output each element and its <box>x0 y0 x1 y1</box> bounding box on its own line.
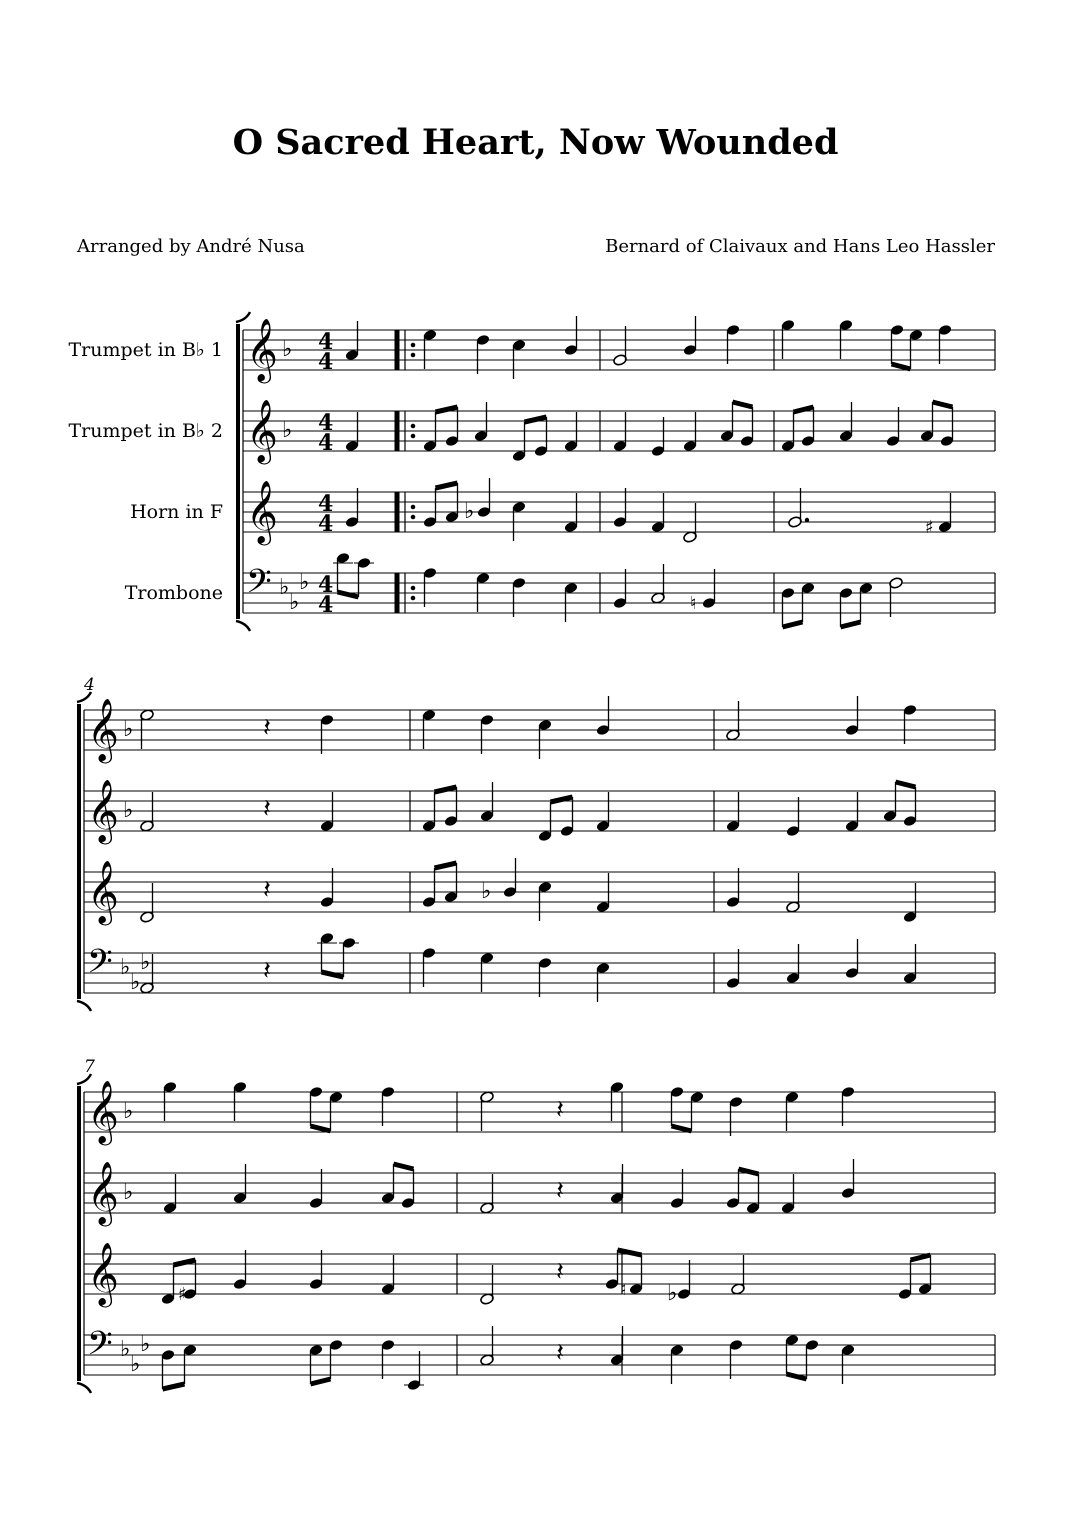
beam <box>933 402 953 407</box>
beam <box>311 1379 331 1384</box>
beam <box>436 483 458 488</box>
flat-icon: ♭ <box>130 1352 141 1377</box>
flat-icon: ♭ <box>289 590 300 615</box>
bass-clef-icon: 𝄢 <box>87 1325 113 1371</box>
bracket-hook-bottom <box>77 1383 91 1393</box>
treble-clef-icon: 𝄞 <box>87 1242 119 1305</box>
treble-clef-icon: 𝄞 <box>246 318 278 381</box>
treble-clef-icon: 𝄞 <box>87 1080 119 1143</box>
instrument-label-trumpet-2: Trumpet in B♭ 2 <box>68 420 223 442</box>
flat-icon: ♭ <box>123 717 134 742</box>
bracket-hook-bottom <box>236 621 250 631</box>
beam <box>841 622 861 627</box>
flat-icon: ♭ <box>123 798 134 823</box>
bass-clef-icon: 𝄢 <box>246 563 272 609</box>
treble-clef-icon: 𝄞 <box>87 860 119 923</box>
score-title: O Sacred Heart, Now Wounded <box>232 122 839 163</box>
flat-icon: ♭ <box>279 575 290 600</box>
flat-icon: ♭ <box>282 337 293 362</box>
beam <box>911 1255 931 1260</box>
flat-icon: ♭ <box>464 499 475 524</box>
beam <box>783 622 803 627</box>
repeat-dot <box>411 353 416 358</box>
flat-icon: ♭ <box>299 570 310 595</box>
quarter-rest-icon: 𝄽 <box>556 1176 564 1206</box>
time-signature-numerator: 4 <box>318 329 334 355</box>
quarter-rest-icon: 𝄽 <box>263 794 271 824</box>
bracket-hook-bottom <box>77 1001 91 1011</box>
bass-clef-icon: 𝄢 <box>87 943 113 989</box>
dot <box>805 518 809 522</box>
repeat-dot <box>411 586 416 591</box>
repeat-dot <box>411 596 416 601</box>
flat-icon: ♭ <box>120 1337 131 1362</box>
flat-icon: ♭ <box>140 950 151 975</box>
treble-clef-icon: 𝄞 <box>246 399 278 462</box>
time-signature-numerator: 4 <box>318 410 334 436</box>
measure-number: 7 <box>84 1057 95 1077</box>
flat-icon: ♭ <box>123 1180 134 1205</box>
flat-icon: ♭ <box>123 1099 134 1124</box>
beam <box>394 1164 414 1169</box>
repeat-dot <box>411 515 416 520</box>
arranger-credit: Arranged by André Nusa <box>77 236 305 257</box>
sharp-icon: ♯ <box>925 517 934 538</box>
beam <box>435 863 457 868</box>
repeat-dot <box>411 424 416 429</box>
flat-icon: ♭ <box>481 879 492 904</box>
time-signature-numerator: 4 <box>318 572 334 598</box>
time-signature-denominator: 4 <box>318 349 334 375</box>
repeat-dot <box>411 343 416 348</box>
beam <box>896 782 916 787</box>
quarter-rest-icon: 𝄽 <box>556 1338 564 1368</box>
measure-number: 4 <box>84 675 95 695</box>
beam <box>311 1126 331 1131</box>
flat-icon: ♭ <box>130 970 141 995</box>
beam <box>733 402 753 407</box>
instrument-label-horn: Horn in F <box>130 501 223 523</box>
treble-clef-icon: 𝄞 <box>87 698 119 761</box>
sharp-icon: ♯ <box>178 1284 187 1305</box>
quarter-rest-icon: 𝄽 <box>263 956 271 986</box>
quarter-rest-icon: 𝄽 <box>263 875 271 905</box>
natural-icon: ♮ <box>690 593 697 614</box>
time-signature-numerator: 4 <box>318 491 334 517</box>
treble-clef-icon: 𝄞 <box>246 480 278 543</box>
natural-icon: ♮ <box>620 1279 627 1300</box>
time-signature-denominator: 4 <box>318 592 334 618</box>
quarter-rest-icon: 𝄽 <box>556 1095 564 1125</box>
repeat-dot <box>411 505 416 510</box>
flat-icon: ♭ <box>120 955 131 980</box>
beam <box>163 1384 185 1389</box>
quarter-rest-icon: 𝄽 <box>263 713 271 743</box>
time-signature-denominator: 4 <box>318 511 334 537</box>
treble-clef-icon: 𝄞 <box>87 779 119 842</box>
beam <box>672 1126 692 1131</box>
repeat-dot <box>411 434 416 439</box>
beam <box>892 364 911 369</box>
instrument-label-trombone: Trombone <box>124 582 223 604</box>
flat-icon: ♭ <box>140 1332 151 1357</box>
instrument-label-trumpet-1: Trumpet in B♭ 1 <box>68 339 223 361</box>
treble-clef-icon: 𝄞 <box>87 1161 119 1224</box>
composer-credit: Bernard of Claivaux and Hans Leo Hassler <box>605 236 995 257</box>
flat-icon: ♭ <box>282 418 293 443</box>
quarter-rest-icon: 𝄽 <box>556 1257 564 1287</box>
time-signature-denominator: 4 <box>318 430 334 456</box>
flat-icon: ♭ <box>667 1281 678 1306</box>
